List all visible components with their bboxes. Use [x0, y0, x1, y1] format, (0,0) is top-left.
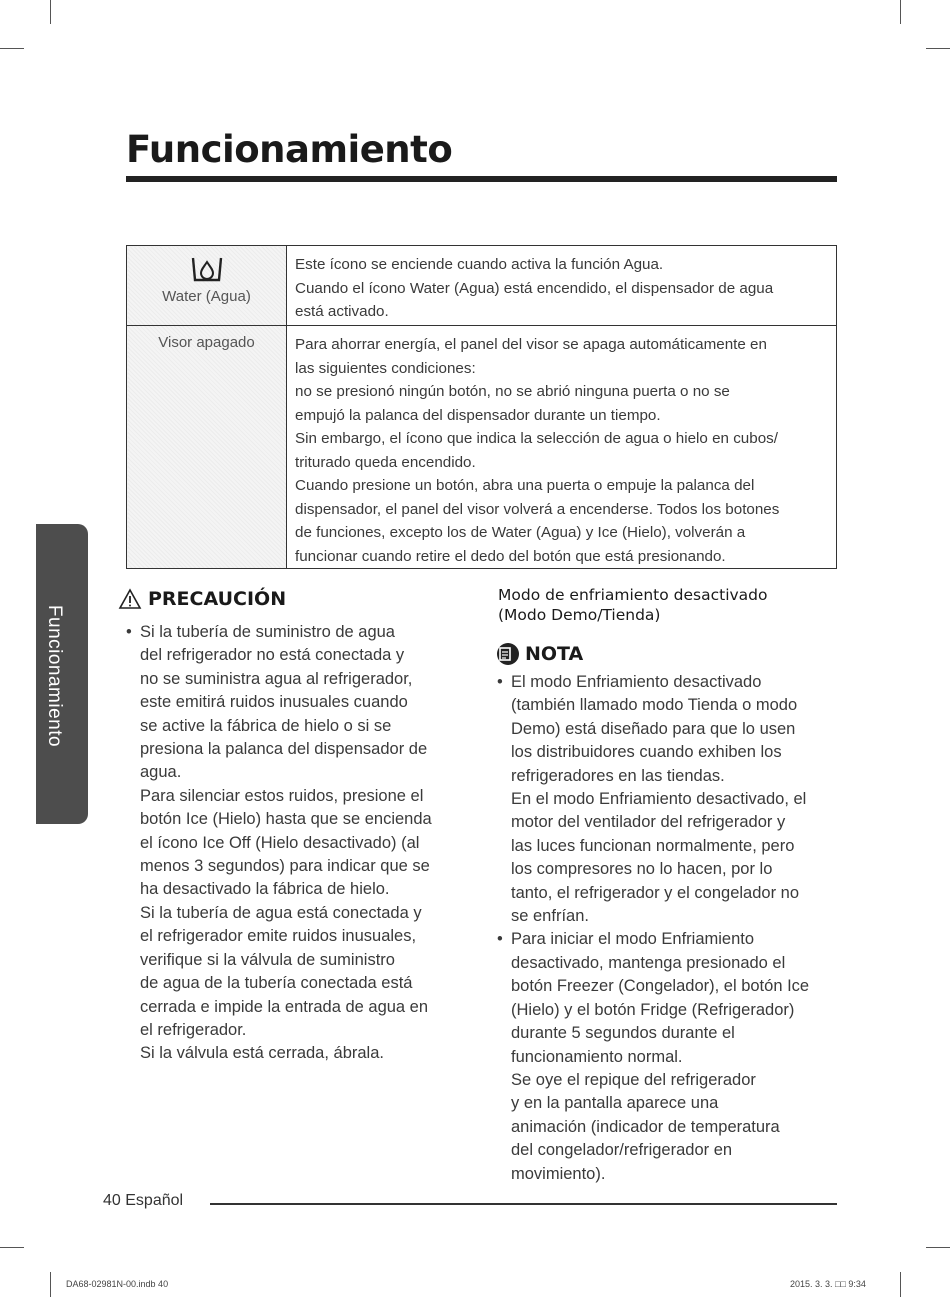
caution-line: el ícono Ice Off (Hielo desactivado) (al: [140, 833, 420, 852]
table-desc-line: Sin embargo, el ícono que indica la selección de agua o hielo en cubos/: [295, 430, 778, 447]
note-line: (también llamado modo Tienda o modo: [511, 696, 798, 715]
caution-line: • Si la tubería de suministro de agua: [140, 623, 395, 641]
demo-mode-heading-line: (Modo Demo/Tienda): [498, 606, 661, 624]
caution-bullet: [126, 621, 466, 1066]
note-line: movimiento).: [511, 1164, 606, 1183]
note-line: motor del ventilador del refrigerador y: [511, 813, 786, 832]
table-desc-line: Cuando presione un botón, abra una puerta o empuje la palanca del: [295, 477, 755, 494]
note-line: animación (indicador de temperatura: [511, 1117, 780, 1136]
caution-line: no se suministra agua al refrigerador,: [140, 669, 413, 688]
caution-line: presiona la palanca del dispensador de: [140, 740, 428, 759]
table-label: Water (Agua): [162, 288, 251, 305]
table-desc-line: funcionar cuando retire el dedo del botón que está presionando.: [295, 547, 726, 565]
caution-line: del refrigerador no está conectada y: [140, 646, 405, 665]
crop-mark: [926, 1247, 950, 1248]
caution-line: Si la tubería de agua está conectada y: [140, 903, 422, 922]
table-desc-line: Para ahorrar energía, el panel del visor se apaga automáticamente en: [295, 336, 767, 353]
crop-mark: [900, 0, 901, 24]
page-title: Funcionamiento: [126, 128, 453, 171]
warning-triangle-icon: [118, 588, 142, 610]
note-line: funcionamiento normal.: [511, 1047, 683, 1066]
table-desc-cell: [287, 326, 837, 569]
note-title: NOTA: [525, 643, 584, 665]
caution-heading: [118, 588, 286, 610]
imprint-left: DA68-02981N-00.indb 40: [66, 1279, 169, 1289]
caution-line: botón Ice (Hielo) hasta que se encienda: [140, 810, 432, 829]
caution-title: PRECAUCIÓN: [148, 588, 287, 610]
table-desc-line: las siguientes condiciones:: [295, 359, 476, 377]
note-line: • Para iniciar el modo Enfriamiento: [511, 930, 755, 949]
table-desc-line: Cuando el ícono Water (Agua) está encendido, el dispensador de agua: [295, 279, 774, 297]
caution-line: Si la válvula está cerrada, ábrala.: [140, 1044, 384, 1063]
table-desc-line: triturado queda encendido.: [295, 453, 476, 471]
note-line: (Hielo) y el botón Fridge (Refrigerador): [511, 1000, 795, 1019]
caution-line: verifique si la válvula de suministro: [140, 950, 395, 969]
note-line: durante 5 segundos durante el: [511, 1024, 735, 1043]
table-label-cell: [127, 246, 287, 326]
note-bullet: [497, 928, 842, 1185]
note-line: se enfrían.: [511, 907, 589, 926]
crop-mark: [0, 1247, 24, 1248]
note-line: Demo) está diseñado para que lo usen: [511, 719, 796, 738]
note-line: las luces funcionan normalmente, pero: [511, 836, 795, 855]
table-desc-line: Este ícono se enciende cuando activa la función Agua.: [295, 256, 664, 273]
page-number: 40 Español: [103, 1192, 184, 1209]
note-line: refrigeradores en las tiendas.: [511, 766, 725, 785]
crop-mark: [50, 0, 51, 24]
note-line: • El modo Enfriamiento desactivado: [511, 673, 762, 691]
crop-mark: [926, 48, 950, 49]
table-desc-line: dispensador, el panel del visor volverá a encenderse. Todos los botones: [295, 500, 780, 518]
note-line: botón Freezer (Congelador), el botón Ice: [511, 977, 810, 996]
table-label-cell: [127, 326, 287, 569]
caution-line: Para silenciar estos ruidos, presione el: [140, 786, 424, 805]
crop-mark: [50, 1272, 51, 1297]
caution-line: agua.: [140, 763, 182, 782]
crop-mark: [900, 1272, 901, 1297]
imprint-right: 2015. 3. 3. □□ 9:34: [790, 1279, 866, 1289]
caution-body: [126, 621, 466, 1066]
note-line: y en la pantalla aparece una: [511, 1094, 719, 1113]
caution-line: este emitirá ruidos inusuales cuando: [140, 693, 408, 712]
note-line: los compresores no lo hacen, por lo: [511, 860, 773, 879]
table-desc-line: empujó la palanca del dispensador durante un tiempo.: [295, 406, 661, 424]
caution-line: ha desactivado la fábrica de hielo.: [140, 880, 390, 899]
caution-line: menos 3 segundos) para indicar que se: [140, 857, 430, 876]
water-dispenser-icon: [187, 256, 227, 286]
note-line: los distribuidores cuando exhiben los: [511, 743, 782, 762]
title-rule: [126, 176, 837, 182]
demo-mode-heading-line: Modo de enfriamiento desactivado: [498, 586, 768, 604]
caution-line: de agua de la tubería conectada está: [140, 974, 413, 993]
note-heading: [497, 643, 583, 665]
caution-line: cerrada e impide la entrada de agua en: [140, 997, 429, 1016]
demo-mode-heading: [498, 585, 838, 625]
table-row: [127, 326, 837, 569]
caution-line: el refrigerador emite ruidos inusuales,: [140, 927, 417, 946]
note-line: En el modo Enfriamiento desactivado, el: [511, 790, 807, 809]
note-line: del congelador/refrigerador en: [511, 1141, 733, 1160]
note-icon: [497, 643, 519, 665]
table-desc-line: no se presionó ningún botón, no se abrió ninguna puerta o no se: [295, 383, 730, 400]
footer-rule: [210, 1203, 837, 1205]
note-body: [497, 671, 842, 1186]
crop-mark: [0, 48, 24, 49]
caution-line: el refrigerador.: [140, 1020, 247, 1039]
note-bullet: [497, 671, 842, 928]
caution-line: se active la fábrica de hielo o si se: [140, 716, 392, 735]
table-desc-line: de funciones, excepto los de Water (Agua) y Ice (Hielo), volverán a: [295, 524, 746, 541]
side-tab-label: Funcionamiento: [44, 604, 65, 748]
table-row: [127, 246, 837, 326]
note-line: tanto, el refrigerador y el congelador no: [511, 883, 800, 902]
table-label: Visor apagado: [158, 334, 255, 351]
table-desc-cell: [287, 246, 837, 326]
note-line: desactivado, mantenga presionado el: [511, 953, 786, 972]
icon-table: [126, 245, 837, 569]
table-desc-line: está activado.: [295, 303, 389, 320]
note-line: Se oye el repique del refrigerador: [511, 1070, 756, 1089]
